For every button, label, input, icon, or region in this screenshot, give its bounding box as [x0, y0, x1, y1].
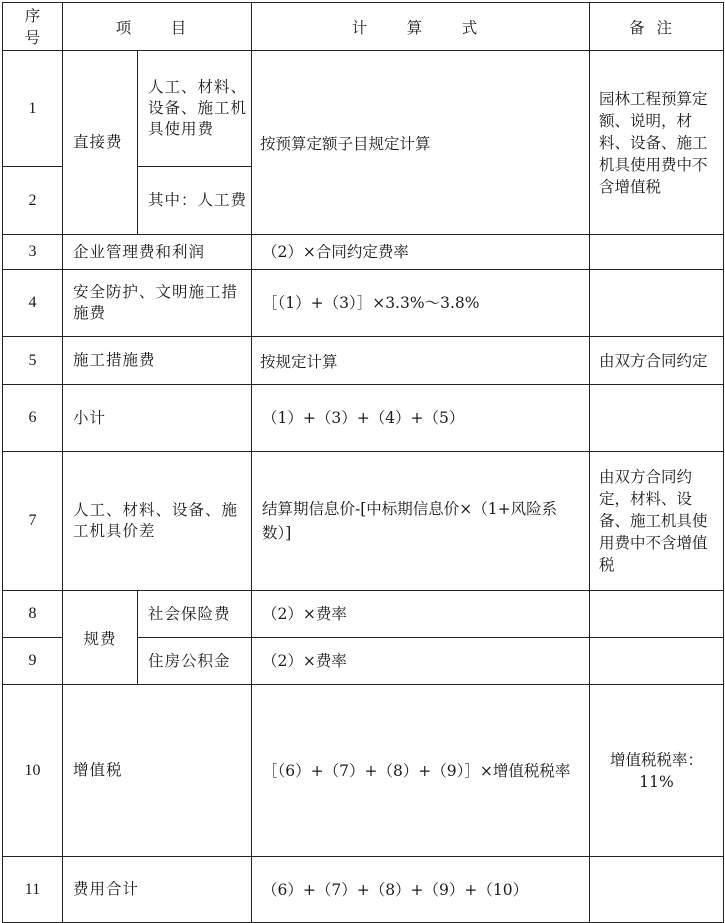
- sub-item-cell: 人工、材料、设备、施工机具使用费: [138, 51, 252, 167]
- table-row-11: [3, 857, 724, 923]
- formula-cell: （6）+（7）+（8）+（9）+（10）: [252, 857, 590, 923]
- formula-cell: （2）×费率: [252, 638, 590, 685]
- formula-cell: 按预算定额子目规定计算: [252, 51, 590, 235]
- table-row-4: [3, 270, 724, 337]
- seq-cell: 4: [3, 270, 63, 337]
- seq-cell: 2: [3, 167, 63, 235]
- item-cell: 施工措施费: [63, 337, 252, 385]
- header-item: 项 目: [63, 3, 252, 51]
- item-cell: 费用合计: [63, 857, 252, 923]
- table-row-10: [3, 685, 724, 857]
- item-cell: 企业管理费和利润: [63, 235, 252, 270]
- sub-item-cell: 社会保险费: [138, 591, 252, 638]
- note-cell: 由双方合同约定: [590, 337, 724, 385]
- item-cell: 安全防护、文明施工措施费: [63, 270, 252, 337]
- table-row-8: [3, 591, 724, 638]
- note-cell: [590, 857, 724, 923]
- formula-cell: 按规定计算: [252, 337, 590, 385]
- formula-cell: ［（1）+（3）］×3.3%～3.8%: [252, 270, 590, 337]
- item-cell: 增值税: [63, 685, 252, 857]
- table-row-7: [3, 452, 724, 591]
- note-cell: 园林工程预算定额、说明，材料、设备、施工机具使用费中不含增值税: [590, 51, 724, 235]
- formula-cell: 结算期信息价-[中标期信息价×（1+风险系数）]: [252, 452, 590, 591]
- seq-cell: 3: [3, 235, 63, 270]
- note-cell: 由双方合同约定，材料、设备、施工机具使用费中不含增值税: [590, 452, 724, 591]
- seq-cell: 5: [3, 337, 63, 385]
- formula-cell: （2）×费率: [252, 591, 590, 638]
- header-row: [3, 3, 724, 51]
- item-cell: 人工、材料、设备、施工机具价差: [63, 452, 252, 591]
- note-cell: [590, 235, 724, 270]
- item-group-direct-cost: 直接费: [63, 51, 138, 235]
- formula-cell: ［（6）+（7）+（8）+（9）］×增值税税率: [252, 685, 590, 857]
- table-row-5: [3, 337, 724, 385]
- sub-item-cell: 其中：人工费: [138, 167, 252, 235]
- table-row-1: [3, 51, 724, 167]
- note-cell: [590, 385, 724, 452]
- seq-cell: 6: [3, 385, 63, 452]
- note-cell: [590, 638, 724, 685]
- seq-cell: 10: [3, 685, 63, 857]
- seq-cell: 8: [3, 591, 63, 638]
- header-formula: 计 算 式: [252, 3, 590, 51]
- note-cell: [590, 270, 724, 337]
- table-row-3: [3, 235, 724, 270]
- item-group-regulatory-fees: 规费: [63, 591, 138, 685]
- formula-cell: （1）+（3）+（4）+（5）: [252, 385, 590, 452]
- seq-cell: 11: [3, 857, 63, 923]
- seq-cell: 7: [3, 452, 63, 591]
- formula-cell: （2）×合同约定费率: [252, 235, 590, 270]
- sub-item-cell: 住房公积金: [138, 638, 252, 685]
- seq-cell: 1: [3, 51, 63, 167]
- table-row-6: [3, 385, 724, 452]
- item-cell: 小计: [63, 385, 252, 452]
- header-note: 备注: [590, 3, 724, 51]
- fee-calculation-table: [2, 2, 724, 923]
- note-cell: 增值税税率：11%: [590, 685, 724, 857]
- header-seq: 序号: [3, 3, 63, 51]
- seq-cell: 9: [3, 638, 63, 685]
- note-cell: [590, 591, 724, 638]
